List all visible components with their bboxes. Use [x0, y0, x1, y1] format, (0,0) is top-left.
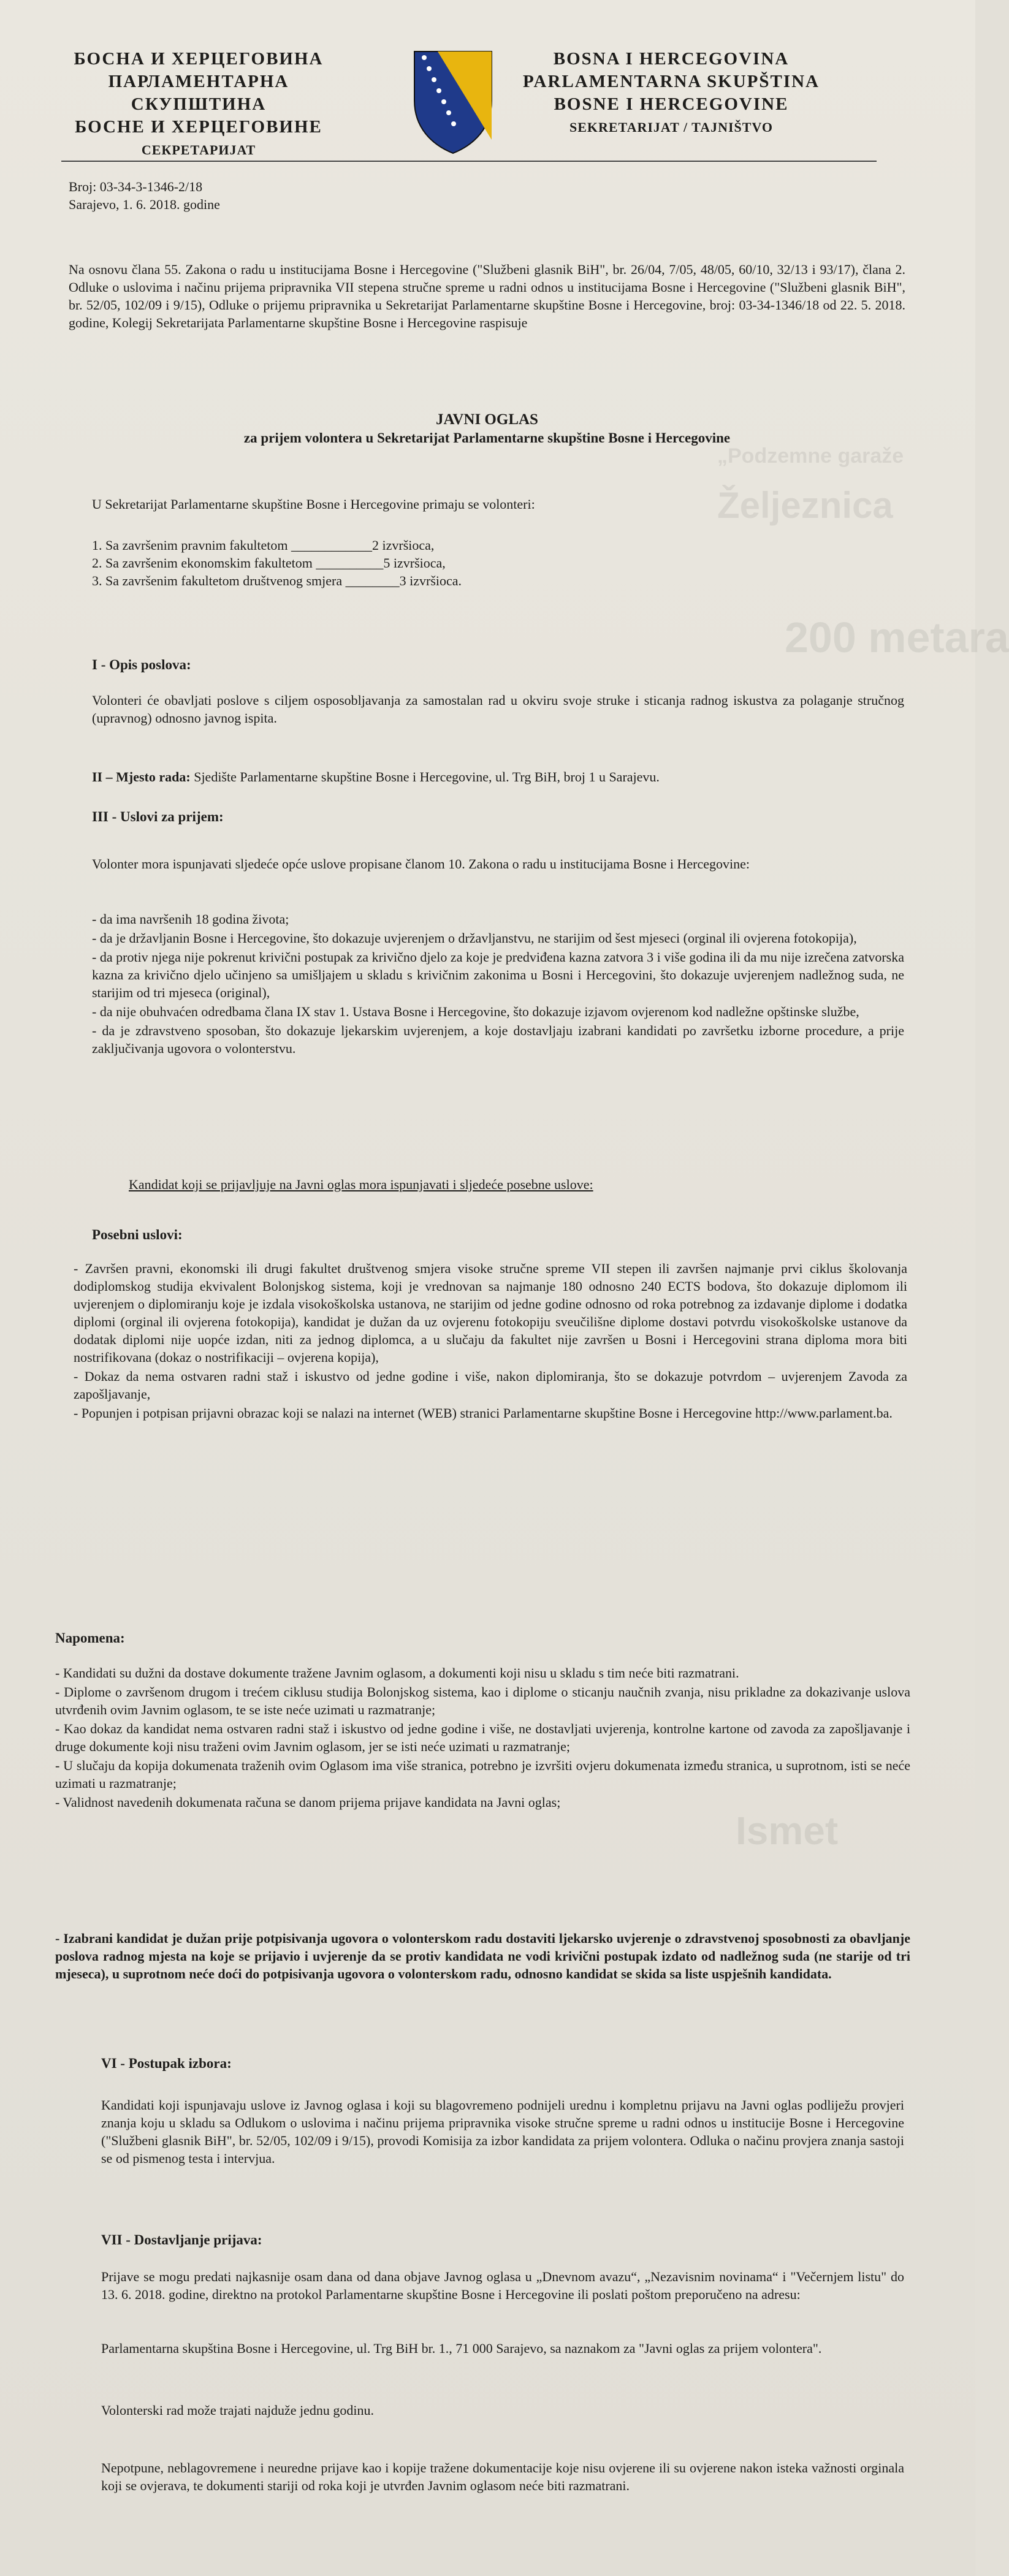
- list-item: - da je zdravstveno sposoban, što dokazuje ljekarskim uvjerenjem, a koje dostavljaju izabrani kandidati po završetku izborne procedure, a prije zaključivanja ugovora o volonterstvu.: [92, 1023, 904, 1056]
- note-list: [55, 1664, 910, 1812]
- section-title: I - Opis poslova:: [92, 657, 191, 672]
- section-title: III - Uslovi za prijem:: [92, 809, 224, 824]
- section-text: Prijave se mogu predati najkasnije osam dana od dana objave Javnog oglasa u „Dnevnom avazu“, „Nezavisnim novinama“ i "Večernjem listu" do 13. 6. 2018. godine, direktno na protokol Parlamentarne skupštine Bosne i Hercegovine ili poslati poštom preporučeno na adresu:: [101, 2269, 904, 2302]
- list-item: - Kao dokaz da kandidat nema ostvaren radni staž i iskustvo od jedne godine i više, ne dostavljati uvjerenja, kontrolne kartone od zavoda za zapošljavanje i druge dokumente koji nisu traženi ovim Javnim oglasom, jer se isti neće uzimati u razmatranje;: [55, 1721, 910, 1754]
- bleed-through-text: 200 metara: [785, 614, 1009, 661]
- section-text: Volonter mora ispunjavati sljedeće opće uslove propisane članom 10. Zakona o radu u institucijama Bosne i Hercegovine:: [92, 856, 750, 872]
- lead-text: U Sekretarijat Parlamentarne skupštine Bosne i Hercegovine primaju se volonteri:: [92, 496, 535, 512]
- section-place-of-work: [92, 768, 904, 786]
- list-item: - Popunjen i potpisan prijavni obrazac koji se nalazi na internet (WEB) stranici Parlamentarne skupštine Bosne i Hercegovine http://www.parlament.ba.: [74, 1405, 893, 1421]
- header-left-sub: СЕКРЕТАРИЈАТ: [141, 142, 256, 158]
- header-left-line: БОСНА И ХЕРЦЕГОВИНА: [74, 49, 324, 69]
- section-title: Posebni uslovi:: [92, 1227, 183, 1242]
- header-left-line: БОСНЕ И ХЕРЦЕГОВИНЕ: [75, 117, 322, 137]
- header-divider: [61, 161, 877, 162]
- note-bold-paragraph: - Izabrani kandidat je dužan prije potpisivanja ugovora o volonterskom radu dostaviti ljekarsko uvjerenje o zdravstvenoj sposobnosti za obavljanje poslova radnog mjesta na koje se prijavio i uvjerenje da se protiv kandidata ne vodi krivični postupak izdato od nadležnog suda (ne starije od tri mjeseca), u suprotnom neće doći do potpisivanja ugovora o volonterskom radu, odnosno kandidat se skida sa liste uspješnih kandidata.: [55, 1931, 910, 1981]
- list-item: - da je državljanin Bosne i Hercegovine, što dokazuje uvjerenjem o državljanstvu, ne starijim od šest mjeseci (orginal ili ovjerena fotokopija),: [92, 930, 857, 946]
- section-text: Sjedište Parlamentarne skupštine Bosne i Hercegovine, ul. Trg BiH, broj 1 u Sarajevu.: [194, 769, 660, 785]
- delivery-address: Parlamentarna skupština Bosne i Hercegovine, ul. Trg BiH br. 1., 71 000 Sarajevo, sa naznakom za "Javni oglas za prijem volontera".: [101, 2341, 822, 2356]
- page-title: JAVNI OGLAS: [436, 411, 538, 428]
- general-conditions-list: [92, 910, 904, 1058]
- section-title: Napomena:: [55, 1630, 125, 1646]
- header-right: [512, 48, 831, 138]
- bleed-through-text: Željeznica: [717, 485, 893, 526]
- reference-place-date: Sarajevo, 1. 6. 2018. godine: [69, 197, 220, 212]
- header-left: [39, 48, 358, 161]
- position-item: 3. Sa završenim fakultetom društvenog smjera ________3 izvršioca.: [92, 573, 462, 588]
- page-subtitle: za prijem volontera u Sekretarijat Parlamentarne skupštine Bosne i Hercegovine: [243, 430, 731, 446]
- special-conditions-intro: Kandidat koji se prijavljuje na Javni oglas mora ispunjavati i sljedeće posebne uslove:: [129, 1177, 593, 1192]
- closing-text: Nepotpune, neblagovremene i neuredne prijave kao i kopije tražene dokumentacije koje nisu ovjerene ili su ovjerene nakon isteka važnosti orginala koji se ovjerava, te dokumenti stariji od roka koji je utvrđen Javnim oglasom neće biti razmatrani.: [101, 2460, 904, 2493]
- section-title: VII - Dostavljanje prijava:: [101, 2232, 262, 2247]
- header-left-line: ПАРЛАМЕНТАРНА СКУПШТИНА: [108, 72, 289, 114]
- header-right-sub: SEKRETARIJAT / TAJNIŠTVO: [569, 120, 774, 135]
- header-right-line: PARLAMENTARNA SKUPŠTINA: [523, 72, 820, 91]
- list-item: - Kandidati su dužni da dostave dokumente tražene Javnim oglasom, a dokumenti koji nisu u skladu s tim neće biti razmatrani.: [55, 1665, 739, 1681]
- list-item: - U slučaju da kopija dokumenata traženih ovim Oglasom ima više stranica, potrebno je izvršiti ovjeru dokumenata između stranica, u suprotnom, isti se neće uzimati u razmatranje;: [55, 1758, 910, 1791]
- reference-number: Broj: 03-34-3-1346-2/18: [69, 179, 203, 194]
- bleed-through-text: Ismet: [736, 1809, 839, 1853]
- section-text: Volonteri će obavljati poslove s ciljem osposobljavanja za samostalan rad u okviru svoje struke i sticanja radnog iskustva za polaganje stručnog (upravnog) odnosno javnog ispita.: [92, 693, 904, 726]
- header-right-line: BOSNE I HERCEGOVINE: [554, 94, 789, 114]
- list-item: - Diplome o završenom drugom i trećem ciklusu studija Bolonjskog sistema, kao i diplome o sticanju naučnih zvanja, nisu prikladne za dokazivanje uslova utvrđenih ovim Javnim oglasom, te se iste neće uzimati u razmatranje;: [55, 1684, 910, 1717]
- list-item: - da protiv njega nije pokrenut krivični postupak za krivično djelo za koje je predviđena kazna zatvora 3 i više godina ili da mu nije izrečena zatvorska kazna za krivično djelo učinjeno sa umišljajem u skladu s krivičnim zakonima u Bosni i Hercegovini, što dokazuje uvjerenjem nadležnog suda, ne starijim od tri mjeseca (original),: [92, 949, 904, 1000]
- coat-of-arms-icon: [411, 48, 495, 156]
- list-item: - Dokaz da nema ostvaren radni staž i iskustvo od jedne godine i više, nakon diplomiranja, što se dokazuje potvrdom – uvjerenjem Zavoda za zapošljavanje,: [74, 1369, 907, 1402]
- reference-block: [69, 178, 436, 213]
- position-item: 2. Sa završenim ekonomskim fakultetom __________5 izvršioca,: [92, 555, 446, 571]
- section-title: II – Mjesto rada:: [92, 769, 191, 785]
- list-item: - da ima navršenih 18 godina života;: [92, 911, 289, 927]
- intro-paragraph: Na osnovu člana 55. Zakona o radu u institucijama Bosne i Hercegovine ("Službeni glasnik BiH", br. 26/04, 7/05, 48/05, 60/10, 32/13 i 93/17), člana 2. Odluke o uslovima i načinu prijema pripravnika VII stepena stručne spreme u radni odnos u institucijama Bosne i Hercegovine ("Službeni glasnik BiH", br. 52/05, 102/09 i 9/15), Odluke o prijemu pripravnika u Sekretarijat Parlamentarne skupštine Bosne i Hercegovine, broj: 03-34-1346/18 od 22. 5. 2018. godine, Kolegij Sekretarijata Parlamentarne skupštine Bosne i Hercegovine raspisuje: [69, 262, 905, 330]
- duration-text: Volonterski rad može trajati najduže jednu godinu.: [101, 2403, 374, 2418]
- section-title: VI - Postupak izbora:: [101, 2056, 232, 2071]
- list-item: - Validnost navedenih dokumenata računa se danom prijema prijave kandidata na Javni oglas;: [55, 1795, 561, 1810]
- list-item: - da nije obuhvaćen odredbama člana IX stav 1. Ustava Bosne i Hercegovine, što dokazuje izjavom ovjerenom kod nadležne opštinske službe,: [92, 1004, 859, 1019]
- position-item: 1. Sa završenim pravnim fakultetom ____________2 izvršioca,: [92, 538, 435, 553]
- list-item: - Završen pravni, ekonomski ili drugi fakultet društvenog smjera visoke stručne spreme VII stepen ili završen najmanje prvi ciklus školovanja dodiplomskog studija ekvivalent Bolonjskog sistema, koji je vrednovan sa najmanje 180 odnosno 240 ECTS bodova, što dokazuje diplomom ili uvjerenjem o diplomiranju koje je izdala visokoškolska ustanova, ne starijim od jedne godine odnosno od roka potrebnog za izdavanje diplome i dodatka diplomi (orginal ili ovjerena fotokopija), kandidat je dužan da uz ovjerenu fotokopiju sveučilišne diplome dostavi potvrdu visokoškolske ustanove da dodatak diplomi nije uopće izdan, niti za jednog diplomca, a u slučaju da fakultet nije završen u Bosni i Hercegovini strana diploma mora biti nostrifikovana (dokaz o nostrifikaciji – ovjerena kopija),: [74, 1261, 907, 1365]
- header-right-line: BOSNA I HERCEGOVINA: [553, 49, 790, 69]
- special-conditions-list: [74, 1260, 907, 1423]
- positions-list: [92, 536, 705, 590]
- bleed-through-text: „Podzemne garaže: [717, 444, 904, 468]
- section-text: Kandidati koji ispunjavaju uslove iz Javnog oglasa i koji su blagovremeno podnijeli urednu i kompletnu prijavu na Javni oglas podliježu provjeri znanja koju u skladu sa Odlukom o uslovima i načinu prijema pripravnika visoke stručne spreme u radni odnos u institucije Bosne i Hercegovine ("Službeni glasnik BiH", br. 52/05, 102/09 i 9/15), provodi Komisija za izbor kandidata za prijem volontera. Odluka o načinu provjera znanja sastoji se od pismenog testa i intervjua.: [101, 2097, 904, 2166]
